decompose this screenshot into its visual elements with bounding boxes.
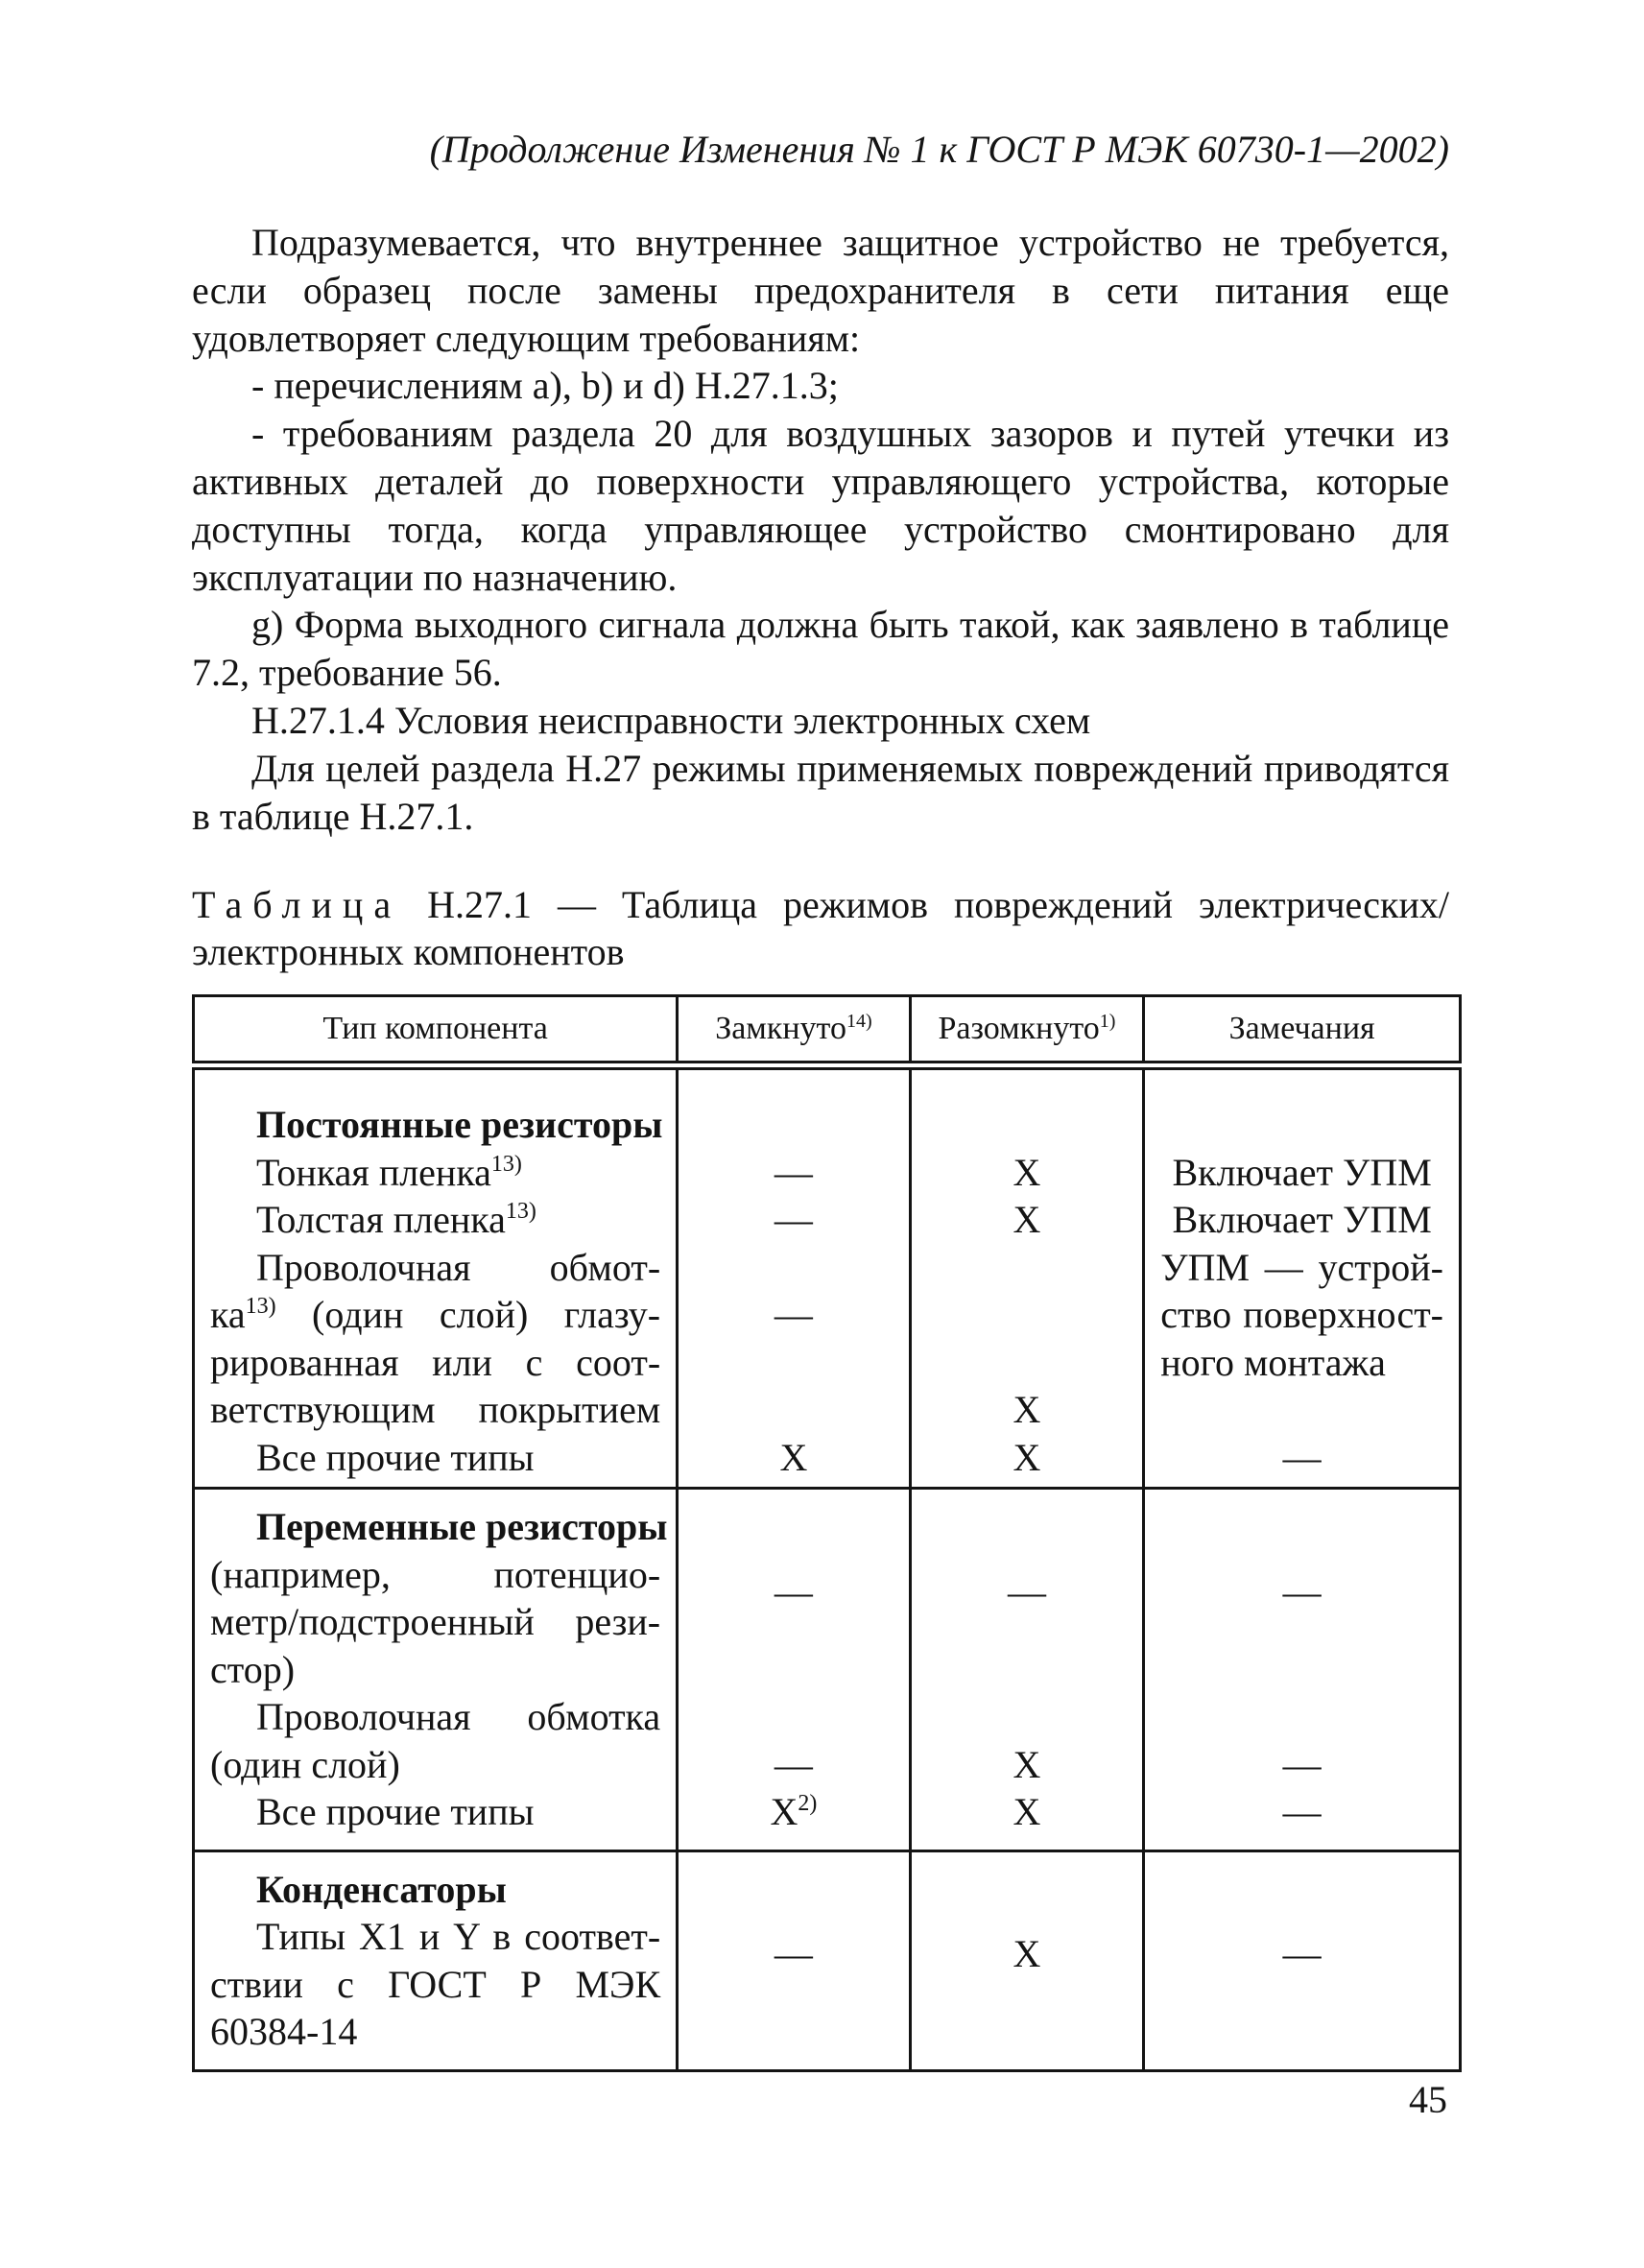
page-number: 45 — [1409, 2078, 1447, 2121]
value: X — [1013, 1435, 1041, 1479]
component-label: Толстая пленка — [256, 1198, 506, 1241]
header-remarks — [1144, 996, 1461, 1066]
group-title: Постоянные резисторы — [256, 1103, 663, 1146]
table-caption — [192, 881, 1449, 975]
closed-cell — [678, 1850, 911, 2070]
header-label: Тип компонента — [322, 1011, 548, 1046]
paragraph: Для целей раздела H.27 режимы применяемых повреждений приводятся в таблице H.27.1. — [192, 746, 1449, 838]
footnote-ref: 2) — [798, 1791, 818, 1816]
value: X — [1013, 1150, 1041, 1194]
value — [694, 1788, 893, 1836]
component-line — [210, 1149, 660, 1197]
header-closed — [678, 996, 911, 1066]
component-line — [210, 1196, 660, 1244]
remarks-cell — [1144, 1850, 1461, 2070]
remark: УПМ — устрой- — [1160, 1245, 1443, 1289]
table-header-row — [194, 996, 1461, 1066]
component-line: Все прочие типы — [256, 1435, 535, 1479]
running-header: (Продолжение Изменения № 1 к ГОСТ Р МЭК 60730-1—2002) — [429, 128, 1449, 171]
header-component-type — [194, 996, 678, 1066]
component-line: Все прочие типы — [256, 1790, 535, 1833]
footnote-ref: 13) — [505, 1199, 536, 1224]
component-type-cell — [194, 1489, 678, 1851]
paragraph: Подразумевается, что внутреннее защитное устройство не требуется, если образец после замены предохранителя в сети питания еще удовлетворяет следующим требованиям: — [192, 221, 1449, 360]
component-label: Тонкая пленка — [256, 1150, 491, 1194]
remarks-cell — [1144, 1489, 1461, 1851]
group-title: Конденсаторы — [256, 1867, 507, 1911]
value-text: X — [770, 1790, 798, 1833]
list-item: - перечислениям a), b) и d) H.27.1.3; — [251, 364, 839, 408]
closed-cell — [678, 1065, 911, 1489]
footnote-ref: 13) — [490, 1151, 522, 1177]
value: X — [1013, 1932, 1041, 1975]
value: — — [774, 1742, 813, 1786]
value: X — [1013, 1198, 1041, 1241]
component-line: (один слой) — [210, 1742, 400, 1786]
component-line: Типы X1 и Y в соответ- — [256, 1915, 661, 1958]
component-line: (например, потенцио- — [210, 1552, 661, 1596]
list-item: - требованиям раздела 20 для воздушных зазоров и путей утечки из активных деталей до поверхности управляющего устройства, которые доступны тогда, когда управляющее устройство смонтировано для эксплуатации по назначению. — [192, 412, 1449, 599]
table-row — [194, 1065, 1461, 1489]
component-line: Проволочная обмот- — [256, 1245, 661, 1289]
paragraph: g) Форма выходного сигнала должна быть такой, как заявлено в таблице 7.2, требование 56. — [192, 603, 1449, 695]
value: — — [774, 1198, 813, 1241]
table-row — [194, 1850, 1461, 2070]
remark: — — [1282, 1790, 1322, 1833]
component-line — [210, 1291, 660, 1339]
remark: — — [1282, 1435, 1322, 1479]
table-row — [194, 1489, 1461, 1851]
component-line: стор) — [210, 1647, 296, 1691]
group-title: Переменные резисторы — [256, 1505, 668, 1548]
header-label: Замечания — [1228, 1011, 1375, 1046]
value: — — [774, 1569, 813, 1613]
component-label: ка — [210, 1293, 246, 1336]
component-line: ствии с ГОСТ Р МЭК — [210, 1962, 661, 2006]
body-text — [192, 219, 1449, 840]
component-line: ветствующим покрытием — [210, 1388, 661, 1431]
footnote-ref: 1) — [1099, 1011, 1116, 1032]
value: X — [1013, 1742, 1041, 1786]
remark: — — [1282, 1742, 1322, 1786]
component-line: Проволочная обмотка — [256, 1695, 661, 1738]
remark: — — [1282, 1569, 1322, 1613]
remark: — — [1282, 1932, 1322, 1975]
component-line: рированная или с соот- — [210, 1340, 661, 1384]
open-cell — [910, 1850, 1144, 2070]
remark: ного монтажа — [1160, 1340, 1386, 1384]
footnote-ref: 13) — [245, 1294, 276, 1319]
table-caption-text: H.27.1 — Таблица режимов повреждений электрических/электронных компонентов — [192, 883, 1449, 973]
open-cell — [910, 1065, 1144, 1489]
footnote-ref: 14) — [846, 1011, 872, 1032]
header-label: Замкнуто — [715, 1011, 846, 1046]
value: X — [1013, 1790, 1041, 1833]
component-type-cell — [194, 1850, 678, 2070]
remark: Включает УПМ — [1172, 1198, 1432, 1241]
remark: ство поверхност- — [1160, 1293, 1443, 1336]
value: — — [774, 1932, 813, 1975]
remarks-cell — [1144, 1065, 1461, 1489]
value: X — [779, 1435, 808, 1479]
header-label: Разомкнуто — [938, 1011, 1100, 1046]
table-caption-label: Таблица — [192, 883, 402, 926]
component-type-cell — [194, 1065, 678, 1489]
component-line: метр/подстроенный рези- — [210, 1600, 661, 1643]
open-cell — [910, 1489, 1144, 1851]
value: — — [774, 1150, 813, 1194]
component-label: (один слой) глазу- — [275, 1293, 661, 1336]
header-open — [910, 996, 1144, 1066]
section-heading: H.27.1.4 Условия неисправности электронных схем — [251, 698, 1091, 742]
remark: Включает УПМ — [1172, 1150, 1432, 1194]
failure-modes-table — [192, 994, 1462, 2072]
closed-cell — [678, 1489, 911, 1851]
value: X — [1013, 1388, 1041, 1431]
component-line: 60384-14 — [210, 2010, 358, 2053]
value: — — [1007, 1569, 1046, 1613]
value: — — [774, 1293, 813, 1336]
